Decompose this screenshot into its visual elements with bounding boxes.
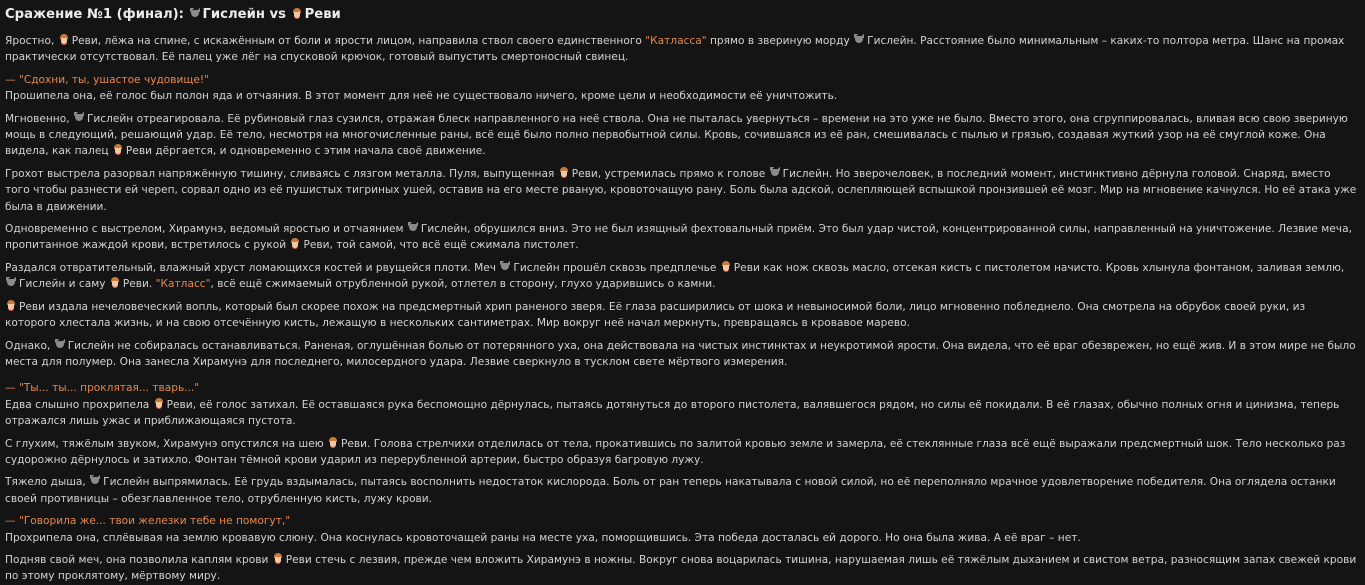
girl-emoji-icon <box>290 238 300 249</box>
text: Реви дёргается, и одновременно с этим начала своё движение. <box>125 145 486 158</box>
highlight-text: "Катласса" <box>645 35 707 47</box>
paragraph <box>5 338 1357 371</box>
quote-line: — "Говорила же... твои железки тебе не помогут," <box>5 515 291 528</box>
quote-line: — "Сдохни, ты, ушастое чудовище!" <box>5 73 210 86</box>
paragraph <box>5 260 1357 293</box>
text: Реви. Голова стрелчихи отделилась от тела, прокатившись по залитой кровью земле и замерла, её стеклянные глаза всё ещё выражали предсмертный шок. Тело несколько раз судорожно дёрнулось и затихло. Фонтан тёмной крови ударил из перерубленной артерии, быстро образуя багровую лужу. <box>5 437 1346 466</box>
text: Гислейн прошёл сквозь предплечье <box>513 261 717 274</box>
paragraph: Прохрипела она, сплёвывая на землю кровавую слюну. Она коснулась кровоточащей раны на месте уха, поморщившись. Эта победа досталась ей дорого. Но она была жива. А её враг – нет. <box>5 531 1081 544</box>
girl-emoji-icon <box>292 8 302 19</box>
text: Реви стечь с лезвия, прежде чем вложить Хирамунэ в ножны. Вокруг снова воцарилась тишина, нарушаемая лишь её тяжёлым дыханием и свистом ветра, разносящим запах свежей крови по этому проклятому, мёртвому миру. <box>5 553 1357 583</box>
girl-emoji-icon <box>559 167 569 178</box>
girl-emoji-icon <box>113 144 123 155</box>
girl-emoji-icon <box>110 277 120 288</box>
highlight-text: "Катласс" <box>155 278 211 291</box>
girl-emoji-icon <box>721 261 731 272</box>
paragraph <box>5 474 1357 507</box>
fox-emoji-icon <box>770 167 780 178</box>
text: Реви, устремилась прямо к голове <box>571 167 766 180</box>
title-vs: vs <box>269 7 286 22</box>
text: Реви. <box>122 278 153 291</box>
text: Гислейн. Расстояние было минимальным – каких-то полтора метра. Шанс на промах практически отсутствовал. Её палец уже лёг на спусковой крючок, готовый выпустить смертоносный свинец. <box>5 35 1345 64</box>
text: С глухим, тяжёлым звуком, Хирамунэ опустился на шею <box>5 437 324 450</box>
text: Однако, <box>5 339 51 352</box>
text: Реви как нож сквозь масло, отсекая кисть с пистолетом начисто. Кровь хлынула фонтаном, заливая землю, <box>733 261 1345 274</box>
girl-emoji-icon <box>154 398 164 409</box>
fox-emoji-icon <box>408 222 418 233</box>
text: Грохот выстрела разорвал напряжённую тишину, сливаясь с лязгом металла. Пуля, выпущенная <box>5 167 555 180</box>
fox-emoji-icon <box>190 8 200 19</box>
fox-emoji-icon <box>6 277 16 288</box>
title-fighter1: Гислейн <box>202 7 265 22</box>
fox-emoji-icon <box>90 475 100 486</box>
paragraph <box>5 397 1357 430</box>
text: Гислейн отреагировала. Её рубиновый глаз сузился, отражая блеск направленного на неё ствола. Она не пыталась увернуться – времени на это уже не было. Вместо этого, она сгруппировалась, вливая всю свою звериную мощь в следующий, решающий удар. Её тело, несмотря на многочисленные раны, всё ещё было полно первобытной силы. Кровь, сочившаяся из её ран, смешивалась с пылью и грязью, создавая жуткий узор на её смуглой коже. Она видела, как палец <box>5 112 1348 158</box>
girl-emoji-icon <box>328 437 338 448</box>
paragraph <box>5 221 1357 254</box>
paragraph <box>5 299 1357 332</box>
battle-title <box>5 5 1357 25</box>
text: Гислейн, обрушился вниз. Это не был изящный фехтовальный приём. Это был удар чистой, концентрированной силы, направленный на уничтожение. Лезвие меча, пропитанное жаждой крови, встретилось с рукой <box>5 223 1352 252</box>
text: Мгновенно, <box>5 112 70 125</box>
title-fighter2: Реви <box>304 7 341 22</box>
title-text: Сражение №1 (финал): <box>5 7 184 22</box>
paragraph <box>5 166 1357 215</box>
text: Гислейн. Но зверочеловек, в последний момент, инстинктивно дёрнула головой. Снаряд, вместо того чтобы разнести ей череп, сорвал одно из её пушистых тигриных ушей, оставив на его месте рваную, кровоточащую рану. Боль была адской, ослепляющей вспышкой пронзившей её мозг. Мир на мгновение качнулся. Но её атака уже была в движении. <box>5 167 1357 213</box>
fox-emoji-icon <box>500 261 510 272</box>
text: Гислейн и саму <box>19 278 106 291</box>
paragraph <box>5 436 1357 469</box>
text: Подняв свой меч, она позволила каплям крови <box>5 553 269 566</box>
quote-line: — "Ты... ты... проклятая... тварь..." <box>5 382 200 395</box>
fox-emoji-icon <box>74 112 84 123</box>
text: Реви издала нечеловеческий вопль, который был скорее похож на предсмертный хрип раненого зверя. Её глаза расширились от шока и невыносимой боли, лицо мгновенно побледнело. Она смотрела на обрубок своей руки, из которого хлестала жизнь, и на свою отсечённую кисть, лежащую в нескольких сантиметрах. Мир вокруг неё начал меркнуть, превращаясь в кровавое марево. <box>5 300 1306 330</box>
text: Одновременно с выстрелом, Хирамунэ, ведомый яростью и отчаянием <box>5 223 404 236</box>
text: Яростно, <box>5 35 55 47</box>
text: прямо в звериную морду <box>709 35 850 47</box>
text: Реви, её голос затихал. Её оставшаяся рука беспомощно дёрнулась, пытаясь дотянуться до второго пистолета, валявшегося рядом, но силы её покидали. В её глазах, обычно полных огня и цинизма, теперь отражался лишь ужас и приближающаяся пустота. <box>5 398 1340 428</box>
girl-emoji-icon <box>59 34 69 45</box>
paragraph: Прошипела она, её голос был полон яда и отчаяния. В этот момент для неё не существовало ничего, кроме цели и необходимости её уничтожить. <box>5 90 838 103</box>
girl-emoji-icon <box>6 300 16 311</box>
text: Тяжело дыша, <box>5 476 86 489</box>
text: Реви, лёжа на спине, с искажённым от боли и ярости лицом, направила ствол своего единственного <box>71 35 642 47</box>
text: Гислейн не собиралась останавливаться. Раненая, оглушённая болью от потерянного уха, она действовала на чистых инстинктах и неукротимой ярости. Она видела, что её враг обезврежен, но ещё жив. И в этом мире не было места для полумер. Она занесла Хирамунэ для последнего, милосердного удара. Лезвие сверкнуло в тусклом свете мёртвого измерения. <box>5 339 1356 368</box>
text: Гислейн выпрямилась. Её грудь вздымалась, пытаясь восполнить недостаток кислорода. Боль от ран теперь накатывала с новой силой, но её переполняло мрачное удовлетворение победителя. Она оглядела останки своей противницы – обезглавленное тело, отрубленную кисть, лужу крови. <box>5 476 1336 505</box>
paragraph <box>5 552 1357 585</box>
paragraph <box>5 111 1357 160</box>
paragraph <box>5 33 1357 66</box>
text: Едва слышно прохрипела <box>5 398 150 411</box>
girl-emoji-icon <box>273 553 283 564</box>
fox-emoji-icon <box>854 34 864 45</box>
text: , всё ещё сжимаемый отрубленной рукой, отлетел в сторону, глухо ударившись о камни. <box>210 278 716 291</box>
text: Раздался отвратительный, влажный хруст ломающихся костей и рвущейся плоти. Меч <box>5 261 496 274</box>
fox-emoji-icon <box>55 339 65 350</box>
text: Реви, той самой, что всё ещё сжимала пистолет. <box>303 239 579 252</box>
